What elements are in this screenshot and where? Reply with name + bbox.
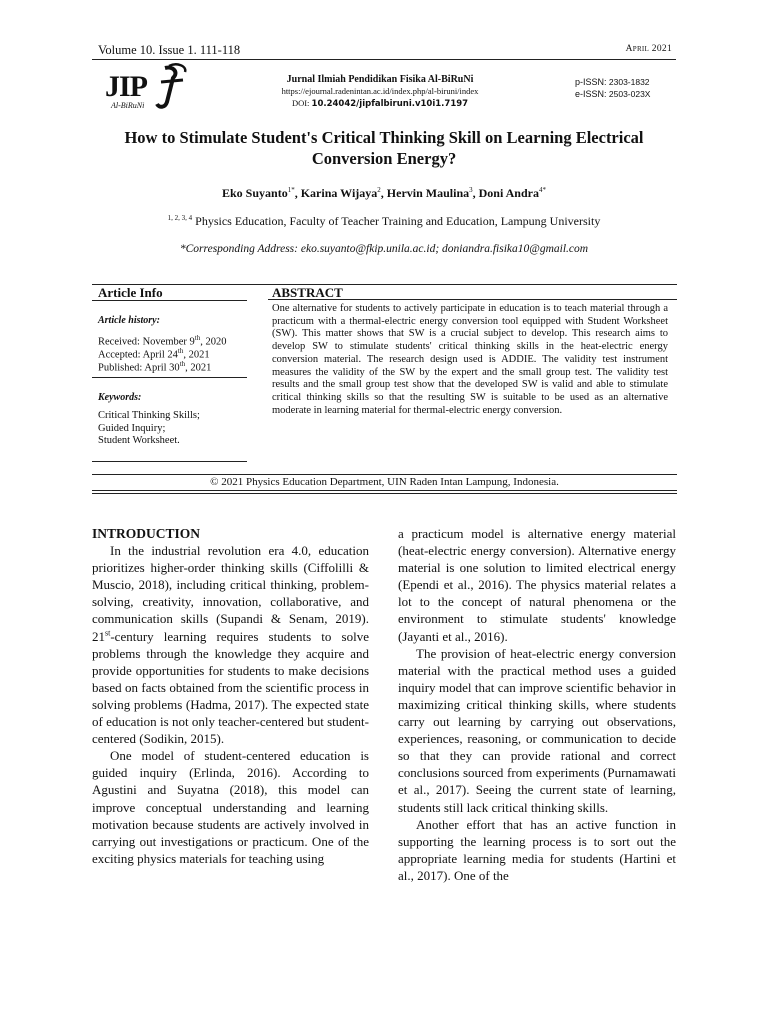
title-line-1: How to Stimulate Student's Critical Thinking Skill on Learning Electrical [124,128,644,147]
eissn-value: 2503-023X [608,89,651,99]
accepted-date [98,347,210,361]
received-suffix: , 2020 [200,336,227,348]
copyright-rule-bottom-thin [92,493,677,494]
body-paragraph-continued: a practicum model is alternative energy material (heat-electric energy conversion). Alternative energy material is one solution to limited electrical energy (Ependi et al., 2016). The physics material relates a lot to the concept of natural phenomena or the environment to stimulate students' knowledge (Jayanti et al., 2016). [398,526,676,644]
body-paragraph: The provision of heat-electric energy conversion material with the practical method uses a guided inquiry model that can improve scientific behavior in maximizing critical thinking skills, where students carry out learning by carrying out observations, experiences, reasoning, or communication to decide so that they can provide rational and correct conclusions sourced from experiments (Purnamawati et al., 2017). Seeing the current state of learning, students still lack critical thinking skills. [398,645,676,815]
body-column-right [398,525,676,884]
eissn-label: e-ISSN: [575,89,607,99]
author-sup: 2 [377,186,381,194]
author-name: Eko Suyanto [222,186,288,200]
body-column-left [92,525,369,867]
paragraph-text: In the industrial revolution era 4.0, education prioritizes higher-order thinking skills (Ciffolilli & Muscio, 2018), including critical thinking, problem-solving, creativity, innovation, collaborative, and communication skills (Supandi & Senam, 2019). 21 [92,543,369,644]
author-sup: 3 [469,186,473,194]
abstract-rule [268,299,677,300]
affiliation [90,214,678,229]
author-list: Eko Suyanto$^{1*}$, Karina Wijaya$^2$, Hervin Maulina$^3$, Doni Andra$^{4*}$ [222,186,546,200]
copyright-rule-bottom [92,490,677,491]
author-name: Karina Wijaya [300,186,378,200]
author-name: Doni Andra [478,186,539,200]
keyword: Student Worksheet. [98,435,180,446]
published-date [98,360,211,374]
received-sup: th [194,334,201,342]
pissn-label: p-ISSN: [575,77,607,87]
info-separator [92,377,247,378]
issue-month: April 2021 [625,44,672,54]
body-paragraph [92,542,369,747]
logo-subtext: Al-BiRuNi [111,101,145,110]
published-suffix: , 2021 [185,362,212,374]
copyright-rule-top [92,474,677,475]
journal-doi[interactable] [230,98,530,109]
author-name: Hervin Maulina [386,186,470,200]
author-sup: 1* [287,186,295,194]
volume-issue: Volume 10. Issue 1. 111-118 [98,43,241,57]
received-prefix: Received: November 9 [98,336,195,348]
keyword-list [98,410,200,448]
article-title [90,127,678,169]
keywords-label: Keywords: [98,392,142,403]
title-line-2: Conversion Energy? [311,149,457,168]
journal-url[interactable]: https://ejournal.radenintan.ac.id/index.php/al-biruni/index [281,86,479,96]
article-info-rule [92,300,247,301]
copyright-line: © 2021 Physics Education Department, UIN Raden Intan Lampung, Indonesia. [210,476,559,488]
received-date [98,334,227,348]
journal-logo [103,62,191,112]
info-separator-bottom [92,461,247,462]
info-box-top-rule [92,284,677,285]
published-prefix: Published: April 30 [98,362,180,374]
accepted-suffix: , 2021 [183,349,210,361]
doi-label: DOI: [291,98,310,108]
pissn-value: 2303-1832 [608,77,650,87]
corresponding-address: *Corresponding Address: eko.suyanto@fkip.unila.ac.id; doniandra.fisika10@gmail.com [179,243,589,255]
article-history-label: Article history: [98,315,160,326]
introduction-heading: INTRODUCTION [92,526,201,541]
affiliation-text: Physics Education, Faculty of Teacher Training and Education, Lampung University [195,214,601,228]
issn-block [575,76,650,100]
accepted-sup: th [177,347,184,355]
keyword: Guided Inquiry; [98,422,166,434]
paragraph-text: -century learning requires students to solve problems through the knowledge they acquire and provide opportunities for students to make decisions based on facts obtained from the scientific process in solving problems (Hadma, 2017). The expected state of education is not only teacher-centered but student-centered (Sodikin, 2015). [92,628,369,747]
journal-name: Jurnal Ilmiah Pendidikan Fisika Al-BiRuNi [286,74,474,85]
body-paragraph: Another effort that has an active function in supporting the learning process is to sort out the appropriate learning media for students (Hartini et al., 2017). One of the [398,816,676,883]
keyword: Critical Thinking Skills; [98,410,200,421]
accepted-prefix: Accepted: April 24 [98,349,178,361]
published-sup: th [179,360,186,368]
svg-text:JIP: JIP [105,70,147,103]
abstract-text: One alternative for students to actively participate in education is to teach material through a practicum with a thermal-electric energy conversion tool equipped with Student Worksheet (SW). This matter shows that SW is a crucial subject to develop. This research aims to develop SW to stimulate students' critical thinking skills in the heat-electric energy conversion material. The research design used is ADDIE. The validity test instrument measures the validity of the SW by the expert and the small group test. The validity test results and the small group test show that the developed SW is valid and able to stimulate critical thinking skills so that the resulting SW is suitable to be used as an alternative moderate in learning material for thermal-electric energy conversion. [272,303,668,416]
affiliation-sup: 1, 2, 3, 4 [167,214,193,222]
abstract-heading: ABSTRACT [272,285,343,300]
article-info-heading: Article Info [98,285,163,300]
author-sup: 4* [538,186,546,194]
body-paragraph: One model of student-centered education is guided inquiry (Erlinda, 2016). According to Agustini and Suyatna (2018), this model can improve conceptual understanding and learning motivation because students are actively involved in carrying out investigations or practicum. One of the exciting physics materials for teaching using [92,748,369,866]
doi-value[interactable]: 10.24042/jipfalbiruni.v10i1.7197 [311,99,469,109]
ordinal-sup: st [105,628,111,638]
